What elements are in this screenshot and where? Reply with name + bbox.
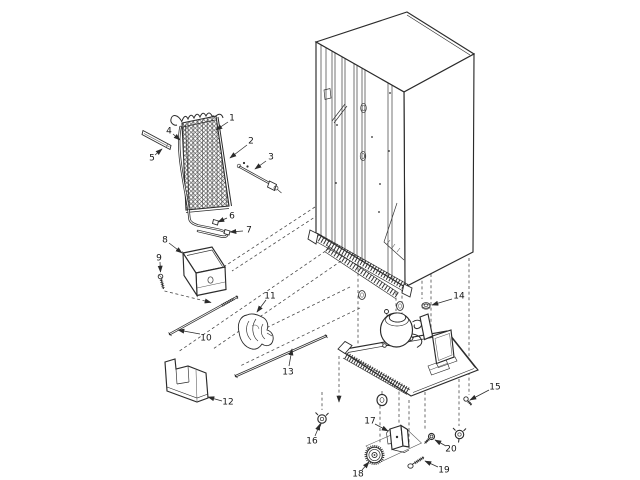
callout-leader-9: [160, 262, 161, 272]
callout-label-6: 6: [229, 211, 235, 222]
mid-parts: [158, 247, 327, 402]
callout-label-8: 8: [162, 235, 168, 246]
bottom-hardware: [316, 413, 467, 469]
tray-screw: [464, 397, 472, 405]
callout-label-11: 11: [264, 291, 276, 302]
cabinet: [308, 12, 474, 310]
callout-leader-19: [425, 461, 438, 467]
tray-roller: [377, 391, 387, 406]
tube-connector: [268, 181, 277, 191]
rail-roller: [397, 302, 404, 311]
callout-leader-16: [315, 424, 320, 436]
tube-clip: [213, 220, 219, 226]
wingnut-right: [453, 428, 466, 443]
evaporator-assembly: [142, 113, 282, 237]
callout-label-2: 2: [248, 136, 254, 147]
callout-leader-12: [208, 397, 222, 401]
callout-label-9: 9: [156, 253, 162, 264]
grommet: [422, 303, 430, 310]
callout-leader-11: [257, 300, 266, 312]
callout-leader-17: [375, 424, 388, 431]
drain-loop-tube: [189, 210, 228, 237]
callout-leader-7: [230, 231, 243, 232]
callout-label-15: 15: [489, 382, 501, 393]
callout-label-13: 13: [282, 367, 294, 378]
callout-label-14: 14: [453, 291, 465, 302]
tube-clip: [224, 230, 230, 236]
callout-leader-10: [178, 330, 200, 334]
bracket-bolt: [425, 434, 435, 444]
callout-label-16: 16: [306, 436, 318, 447]
callout-leader-5: [155, 149, 162, 155]
cabinet-right-face: [404, 54, 474, 287]
callout-leader-6: [218, 218, 227, 222]
callout-label-10: 10: [200, 333, 212, 344]
callout-leader-2: [230, 145, 247, 158]
wingnut-left: [316, 413, 329, 427]
callout-label-1: 1: [229, 113, 235, 124]
compressor-assembly: [338, 303, 478, 406]
callout-label-4: 4: [166, 126, 172, 137]
axle-screw: [408, 457, 424, 468]
callout-label-18: 18: [352, 469, 364, 480]
callout-leader-14: [432, 299, 452, 305]
callout-label-17: 17: [364, 416, 376, 427]
callout-label-7: 7: [246, 225, 252, 236]
rail-roller: [359, 291, 366, 300]
callout-label-3: 3: [268, 152, 274, 163]
callout-leader-15: [470, 390, 489, 400]
caster-bracket: [387, 426, 410, 453]
heater-tube: [237, 162, 281, 193]
tube-clamp: [238, 314, 273, 349]
evaporator-bracket: [183, 247, 226, 296]
callout-label-19: 19: [438, 465, 450, 476]
caster-wheel: [366, 446, 384, 464]
callout-leader-3: [255, 161, 266, 169]
callout-label-20: 20: [445, 444, 457, 455]
lower-bracket: [165, 359, 208, 402]
callout-label-12: 12: [222, 397, 234, 408]
callout-label-5: 5: [149, 153, 155, 164]
callout-leader-8: [169, 243, 182, 253]
